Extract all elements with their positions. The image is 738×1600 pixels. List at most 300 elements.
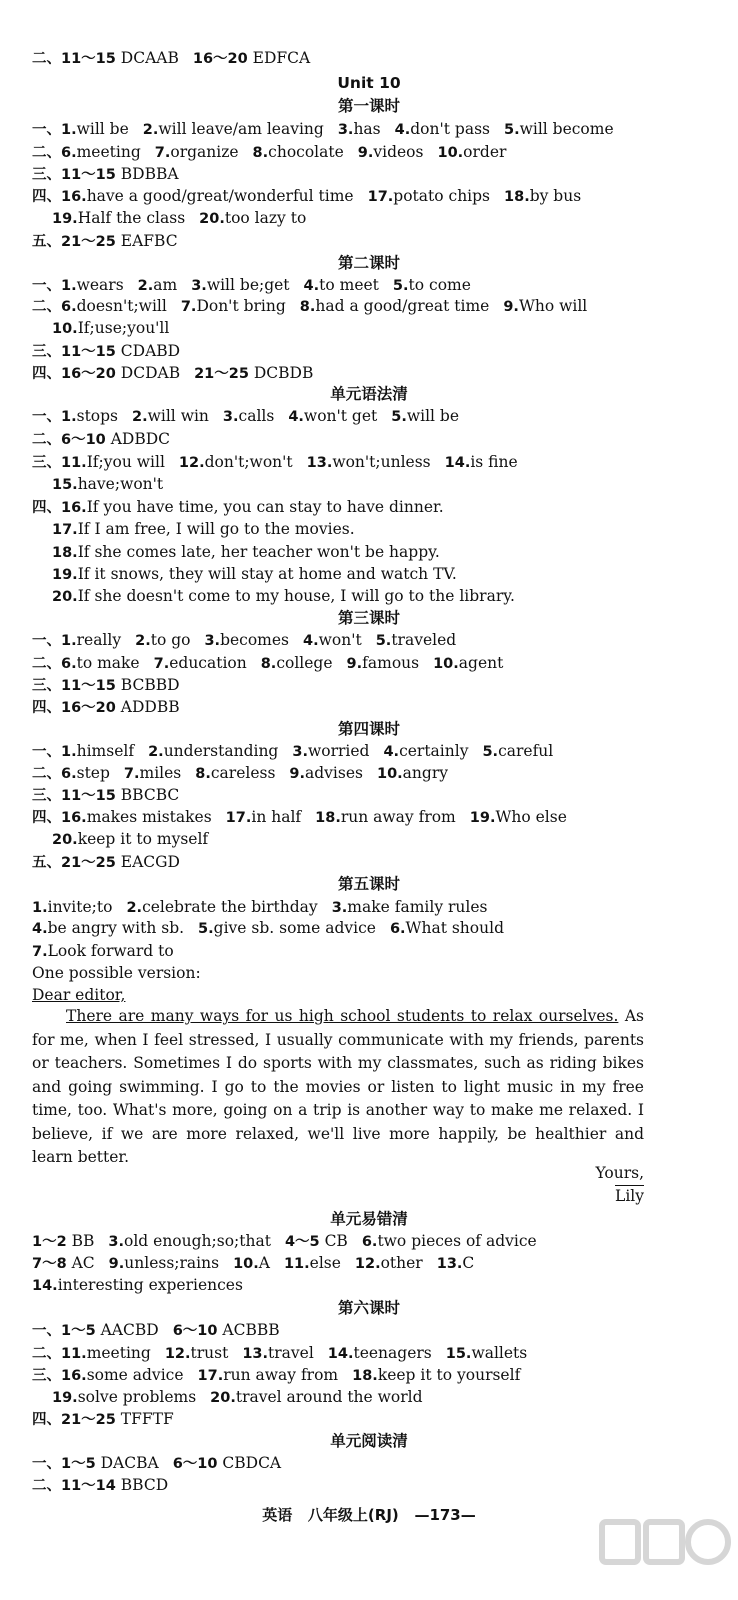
answer-line (32, 1231, 706, 1252)
answer-number: 9. (503, 299, 519, 315)
answer-number: 3. (108, 1234, 125, 1250)
answer-text: be angry with sb. (47, 919, 185, 937)
answer-text: EAFBC (115, 232, 178, 250)
answer-text: keep it to yourself (377, 1366, 521, 1384)
answer-text: If;you will (86, 453, 165, 471)
answer-text: two pieces of advice (377, 1232, 537, 1250)
answer-text: traveled (391, 631, 457, 649)
answer-item (233, 1253, 270, 1274)
answer-number: 3. (204, 633, 221, 649)
answer-number: 12. (178, 455, 205, 471)
answer-number: 四、16. (32, 500, 87, 516)
answer-number: 4～5 (284, 1234, 320, 1250)
answer-text: teenagers (353, 1344, 432, 1362)
section-heading: 第二课时 (337, 254, 400, 272)
answer-number: 一、1. (32, 409, 77, 425)
answer-item (358, 142, 424, 163)
unit-heading: Unit 10 (337, 74, 401, 92)
answer-line (52, 829, 706, 850)
answer-line (32, 1320, 706, 1341)
answer-text: interesting experiences (57, 1276, 243, 1294)
answer-number: 四、16～20 (32, 700, 116, 716)
answer-number: 5. (391, 409, 407, 425)
answer-item (52, 542, 440, 563)
answer-number: 14. (32, 1278, 58, 1294)
answer-text: by bus (529, 187, 582, 205)
answer-number: 四、16～20 (32, 366, 116, 382)
answer-number: 20. (210, 1390, 236, 1406)
answer-line (32, 429, 706, 450)
answer-number: 9. (289, 766, 306, 782)
answer-number: 11. (283, 1256, 310, 1272)
answer-number: 18. (504, 189, 530, 205)
answer-item (52, 829, 208, 850)
answer-text: A (258, 1254, 270, 1272)
answer-text: advises (305, 764, 363, 782)
answer-text: will be (76, 120, 129, 138)
answer-item (32, 142, 141, 163)
answer-text: potato chips (393, 187, 491, 205)
answer-number: 一、1～5 (32, 1323, 96, 1339)
answer-number: 一、1. (32, 122, 77, 138)
answer-item (52, 208, 185, 229)
answer-item (383, 741, 468, 762)
answer-text: won't (318, 631, 362, 649)
answer-item (284, 1253, 341, 1274)
answer-line (32, 341, 706, 362)
answer-item (352, 1365, 520, 1386)
answer-number: 3. (222, 409, 239, 425)
answer-text: wears (76, 276, 124, 294)
answer-text: makes mistakes (86, 808, 212, 826)
answer-item (338, 119, 381, 140)
section-heading: 第三课时 (337, 609, 400, 627)
answer-line (32, 807, 706, 828)
answer-line (32, 897, 706, 918)
answer-item (242, 1343, 313, 1364)
answer-item (32, 186, 354, 207)
answer-line (32, 296, 706, 317)
answer-item (32, 119, 129, 140)
answer-item (32, 48, 179, 69)
answer-item (32, 1409, 174, 1430)
answer-text: stops (76, 407, 119, 425)
answer-line (32, 630, 706, 651)
answer-number: 7～8 (32, 1256, 67, 1272)
answer-number: 19. (52, 211, 78, 227)
answer-number: 9. (346, 656, 363, 672)
answer-item (32, 897, 112, 918)
answer-number: 1～2 (32, 1234, 67, 1250)
answer-number: 5. (482, 744, 499, 760)
answer-number: 7. (153, 656, 170, 672)
answer-text: worried (307, 742, 370, 760)
answer-text: wallets (471, 1344, 528, 1362)
answer-item (376, 630, 456, 651)
answer-line (32, 653, 706, 674)
answer-text: in half (251, 808, 302, 826)
answer-item (368, 186, 490, 207)
answer-item (173, 1453, 281, 1474)
answer-text: don't pass (410, 120, 490, 138)
answer-line (32, 186, 706, 207)
answer-item (32, 918, 184, 939)
answer-number: 4. (288, 409, 304, 425)
answer-line (32, 1365, 706, 1386)
answer-line (32, 741, 706, 762)
section-heading: 单元易错清 (330, 1210, 408, 1228)
answer-number: 4. (303, 278, 320, 294)
answer-number: 2. (137, 278, 154, 294)
answer-item (108, 1231, 271, 1252)
answer-text: DACBA (95, 1454, 159, 1472)
answer-text: EDFCA (247, 49, 311, 67)
section-heading: 第一课时 (337, 97, 400, 115)
answer-number: 三、11～15 (32, 344, 116, 360)
answer-text: order (463, 143, 507, 161)
answer-text: keep it to myself (77, 830, 209, 848)
answer-item (504, 119, 614, 140)
answer-item (482, 741, 553, 762)
answer-text: am (153, 276, 178, 294)
answer-item (32, 429, 170, 450)
answer-text: becomes (220, 631, 290, 649)
answer-text: too lazy to (224, 209, 307, 227)
answer-text: to go (150, 631, 191, 649)
answer-item (32, 630, 121, 651)
watermark-logo-icon (596, 1512, 734, 1596)
answer-item (292, 741, 369, 762)
essay-topic-sentence: There are many ways for us high school students to relax ourselves. (66, 1007, 619, 1025)
answer-item (395, 119, 490, 140)
answer-item (393, 275, 471, 296)
answer-number: 二、6. (32, 656, 77, 672)
answer-number: 4. (383, 744, 400, 760)
answer-line (32, 697, 706, 718)
answer-text: doesn't;will (76, 297, 167, 315)
answer-text: to make (76, 654, 140, 672)
answer-item (437, 1253, 475, 1274)
answer-line (52, 542, 706, 563)
answer-line (32, 785, 706, 806)
answer-number: 17. (52, 522, 78, 538)
answer-item (300, 296, 490, 317)
answer-item (165, 1343, 229, 1364)
answer-line (32, 1253, 706, 1274)
answer-text: to meet (319, 276, 379, 294)
answer-text: college (276, 654, 333, 672)
answer-number: 20. (52, 589, 78, 605)
answer-text: chocolate (268, 143, 344, 161)
essay-body-text: As for me, when I feel stressed, I usually communicate with my friends, parents or teachers. Sometimes I do sports with my classmates, such as riding bikes and going swimming. I go to the movies or listen to light music in my free time, too. What's more, going on a trip is another way to make me relaxed. I believe, if we are more relaxed, we'll live more happily, be healthier and learn better. (32, 1007, 645, 1166)
answer-item (109, 1253, 219, 1274)
answer-item (32, 807, 212, 828)
answer-number: 五、21～25 (32, 855, 116, 871)
answer-item (179, 452, 293, 473)
answer-text: miles (139, 764, 182, 782)
answer-number: 13. (242, 1346, 269, 1362)
answer-item (191, 275, 289, 296)
answer-text: careful (498, 742, 554, 760)
essay-closing: Yours, (595, 1164, 644, 1182)
answer-number: 6～10 (172, 1456, 218, 1472)
answer-line (32, 1453, 706, 1474)
answer-text: careless (210, 764, 276, 782)
answer-item (194, 363, 313, 384)
answer-item (52, 564, 457, 585)
answer-text: Who else (495, 808, 567, 826)
answer-item (173, 1320, 280, 1341)
answer-line (32, 452, 706, 473)
answer-item (288, 406, 377, 427)
answer-text: ADDBB (115, 698, 180, 716)
answer-number: 四、16. (32, 810, 87, 826)
answer-text: have;won't (77, 475, 164, 493)
answer-item (32, 653, 140, 674)
answer-number: 10. (376, 766, 403, 782)
answer-item (32, 1253, 95, 1274)
answer-line (32, 852, 706, 873)
answer-text: certainly (399, 742, 469, 760)
answer-text: If she comes late, her teacher won't be happy. (77, 543, 440, 561)
answer-text: to come (408, 276, 471, 294)
answer-number: 15. (445, 1346, 472, 1362)
answer-item (32, 164, 179, 185)
answer-item (32, 1320, 159, 1341)
answer-text: Who will (518, 297, 588, 315)
answer-number: 10. (433, 656, 459, 672)
section-heading: 第四课时 (337, 720, 400, 738)
answer-text: some advice (86, 1366, 184, 1384)
answer-item (362, 1231, 537, 1252)
answer-number: 二、11～14 (32, 1478, 116, 1494)
answer-line (32, 675, 706, 696)
answer-number: 19. (52, 1390, 78, 1406)
answer-number: 三、16. (32, 1368, 87, 1384)
answer-text: travel around the world (235, 1388, 423, 1406)
answer-text: agent (458, 654, 504, 672)
answer-text: run away from (340, 808, 456, 826)
answer-number: 12. (354, 1256, 381, 1272)
answer-item (32, 341, 180, 362)
answer-item (198, 918, 376, 939)
answer-item (433, 653, 503, 674)
answer-text: old enough;so;that (124, 1232, 271, 1250)
answer-text: C (462, 1254, 475, 1272)
answer-text: give sb. some advice (213, 919, 376, 937)
answer-number: 6～10 (172, 1323, 218, 1339)
answer-text: really (76, 631, 122, 649)
answer-text: step (76, 764, 110, 782)
answer-number: 二、11. (32, 1346, 87, 1362)
section-heading: 第五课时 (337, 875, 400, 893)
answer-text: invite;to (47, 898, 113, 916)
answer-number: 10. (437, 145, 464, 161)
answer-number: 三、11～15 (32, 788, 116, 804)
answer-item (32, 1453, 159, 1474)
answer-number: 3. (191, 278, 207, 294)
answer-item (32, 1475, 168, 1496)
answer-text: videos (373, 143, 424, 161)
answer-item (32, 675, 180, 696)
answer-item (32, 1343, 151, 1364)
answer-text: will be (406, 407, 460, 425)
answer-line (32, 941, 706, 962)
answer-text: If you have time, you can stay to have dinner. (86, 498, 444, 516)
answer-item (198, 1365, 339, 1386)
answer-number: 一、1. (32, 744, 77, 760)
answer-number: 4. (394, 122, 411, 138)
answer-number: 三、11～15 (32, 167, 116, 183)
answer-item (32, 231, 178, 252)
answer-text: will become (519, 120, 614, 138)
answer-item (143, 119, 324, 140)
answer-number: 19. (469, 810, 496, 826)
answer-number: 20. (199, 211, 225, 227)
answer-line (32, 406, 706, 427)
answer-item (437, 142, 506, 163)
answer-text: If I am free, I will go to the movies. (77, 520, 355, 538)
answer-item (32, 941, 174, 962)
answer-item (377, 763, 448, 784)
answer-text: will be;get (206, 276, 290, 294)
answer-item (52, 474, 163, 495)
answer-item (253, 142, 344, 163)
answer-item (52, 519, 355, 540)
answer-text: understanding (163, 742, 279, 760)
answer-item (126, 897, 317, 918)
footer-page-number: —173— (414, 1506, 476, 1524)
answer-item (32, 852, 180, 873)
answer-item (32, 406, 118, 427)
answer-item (307, 452, 431, 473)
answer-line (52, 318, 706, 339)
answer-number: 12. (164, 1346, 191, 1362)
answer-number: 二、6. (32, 766, 77, 782)
answer-item (289, 763, 363, 784)
answer-number: 9. (357, 145, 374, 161)
answer-number: 一、1. (32, 278, 77, 294)
answer-item (261, 653, 333, 674)
answer-text: angry (402, 764, 448, 782)
answer-text: won't get (303, 407, 378, 425)
answer-number: 3. (331, 900, 348, 916)
answer-number: 7. (180, 299, 197, 315)
answer-number: 一、1. (32, 633, 77, 649)
answer-text: else (309, 1254, 341, 1272)
answer-text: EACGD (115, 853, 180, 871)
answer-item (195, 763, 275, 784)
answer-number: 2. (132, 409, 148, 425)
answer-number: 1. (32, 900, 48, 916)
answer-line (32, 231, 706, 252)
answer-number: 13. (306, 455, 333, 471)
answer-number: 二、6. (32, 145, 77, 161)
answer-number: 二、6～10 (32, 432, 106, 448)
answer-text: won't;unless (332, 453, 431, 471)
answer-item (52, 586, 515, 607)
section-heading: 第六课时 (337, 1299, 400, 1317)
answer-text: calls (238, 407, 275, 425)
answer-text: AC (66, 1254, 95, 1272)
answer-line (32, 142, 706, 163)
answer-number: 16～20 (192, 51, 248, 67)
answer-line (52, 564, 706, 585)
answer-item (210, 1387, 422, 1408)
answer-number: 二、11～15 (32, 51, 116, 67)
answer-text: meeting (86, 1344, 151, 1362)
answer-text: BB (66, 1232, 95, 1250)
answer-number: 2. (148, 744, 164, 760)
essay-intro: One possible version: (32, 964, 201, 982)
answer-text: will leave/am leaving (158, 120, 324, 138)
answer-item (504, 186, 581, 207)
answer-number: 8. (252, 145, 269, 161)
answer-number: 10. (233, 1256, 259, 1272)
answer-text: ACBBB (217, 1321, 280, 1339)
answer-number: 20. (52, 832, 78, 848)
answer-text: had a good/great time (315, 297, 490, 315)
answer-item (52, 318, 169, 339)
answer-line (32, 275, 706, 296)
answer-text: has (353, 120, 381, 138)
footer-grade: 八年级上(RJ) (307, 1506, 399, 1524)
answer-text: organize (170, 143, 239, 161)
answer-number: 五、21～25 (32, 234, 116, 250)
answer-number: 21～25 (194, 366, 249, 382)
answer-item (32, 785, 179, 806)
answer-item (135, 630, 190, 651)
answer-text: other (380, 1254, 423, 1272)
answer-number: 3. (292, 744, 308, 760)
answer-text: famous (362, 654, 420, 672)
answer-number: 13. (436, 1256, 463, 1272)
answer-text: DCAAB (115, 49, 179, 67)
answer-number: 5. (198, 921, 214, 937)
answer-text: BCBBD (115, 676, 180, 694)
answer-item (446, 1343, 527, 1364)
answer-number: 18. (352, 1368, 378, 1384)
answer-item (32, 497, 444, 518)
answer-text: solve problems (77, 1388, 197, 1406)
answer-number: 10. (52, 321, 78, 337)
answer-number: 2. (135, 633, 151, 649)
answer-number: 二、6. (32, 299, 77, 315)
answer-line (32, 1275, 706, 1296)
answer-number: 一、1～5 (32, 1456, 96, 1472)
answer-line (52, 474, 706, 495)
answer-number: 9. (108, 1256, 125, 1272)
answer-text: BDBBA (115, 165, 179, 183)
answer-text: What should (405, 919, 504, 937)
answer-number: 5. (392, 278, 409, 294)
answer-number: 7. (154, 145, 171, 161)
answer-number: 三、11～15 (32, 678, 116, 694)
answer-number: 14. (444, 455, 471, 471)
answer-item (390, 918, 504, 939)
answer-line (52, 586, 706, 607)
section-heading: 单元阅读清 (330, 1432, 408, 1450)
answer-item (355, 1253, 423, 1274)
answer-number: 6. (389, 921, 406, 937)
answer-text: education (169, 654, 247, 672)
answer-item (391, 406, 459, 427)
footer-subject: 英语 (262, 1506, 293, 1524)
answer-line (32, 119, 706, 140)
answer-text: AACBD (95, 1321, 159, 1339)
answer-text: BBCBC (115, 786, 180, 804)
answer-line (32, 48, 706, 69)
